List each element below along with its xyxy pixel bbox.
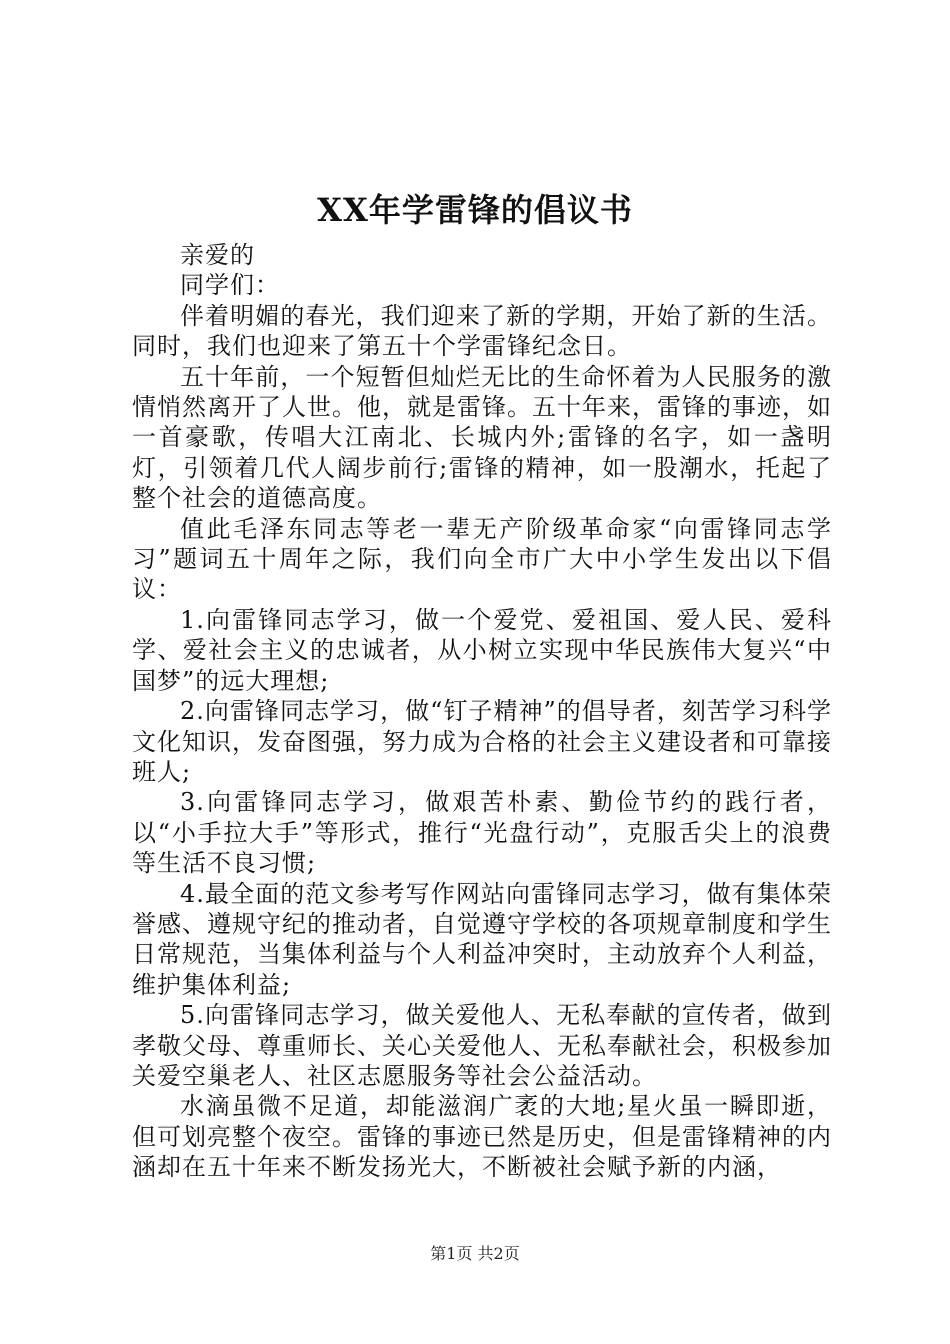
paragraph-occasion: 值此毛泽东同志等老一辈无产阶级革命家“向雷锋同志学习”题词五十周年之际，我们向全市广大中小学生发出以下倡议： [132,514,832,604]
proposal-item-1: 1.向雷锋同志学习，做一个爱党、爱祖国、爱人民、爱科学、爱社会主义的忠诚者，从小树立实现中华民族伟大复兴“中国梦”的远大理想; [132,605,832,695]
document-title: XX年学雷锋的倡议书 [317,191,633,229]
paragraph-closing: 水滴虽微不足道，却能滋润广袤的大地;星火虽一瞬即逝，但可划亮整个夜空。雷锋的事迹已然是历史，但是雷锋精神的内涵却在五十年来不断发扬光大，不断被社会赋予新的内涵， [132,1092,832,1182]
document-body [132,240,832,1183]
page-number-footer: 第1页 共2页 [430,1244,520,1263]
proposal-item-5: 5.向雷锋同志学习，做关爱他人、无私奉献的宣传者，做到孝敬父母、尊重师长、关心关爱他人、无私奉献社会，积极参加关爱空巢老人、社区志愿服务等社会公益活动。 [132,1001,832,1090]
salutation-line-2: 同学们： [180,271,280,300]
paragraph-intro: 伴着明媚的春光，我们迎来了新的学期，开始了新的生活。同时，我们也迎来了第五十个学雷锋纪念日。 [132,301,832,361]
proposal-item-3: 3.向雷锋同志学习，做艰苦朴素、勤俭节约的践行者，以“小手拉大手”等形式，推行“光盘行动”，克服舌尖上的浪费等生活不良习惯; [132,788,832,878]
proposal-item-2: 2.向雷锋同志学习，做“钉子精神”的倡导者，刻苦学习科学文化知识，发奋图强，努力成为合格的社会主义建设者和可靠接班人; [132,697,832,786]
proposal-item-4: 4.最全面的范文参考写作网站向雷锋同志学习，做有集体荣誉感、遵规守纪的推动者，自觉遵守学校的各项规章制度和学生日常规范，当集体利益与个人利益冲突时，主动放弃个人利益，维护集体利益; [132,879,832,999]
salutation-line-1: 亲爱的 [180,241,255,269]
paragraph-history: 五十年前，一个短暂但灿烂无比的生命怀着为人民服务的激情悄然离开了人世。他，就是雷锋。五十年来，雷锋的事迹，如一首豪歌，传唱大江南北、长城内外;雷锋的名字，如一盏明灯，引领着几代人阔步前行;雷锋的精神，如一股潮水，托起了整个社会的道德高度。 [132,362,832,513]
